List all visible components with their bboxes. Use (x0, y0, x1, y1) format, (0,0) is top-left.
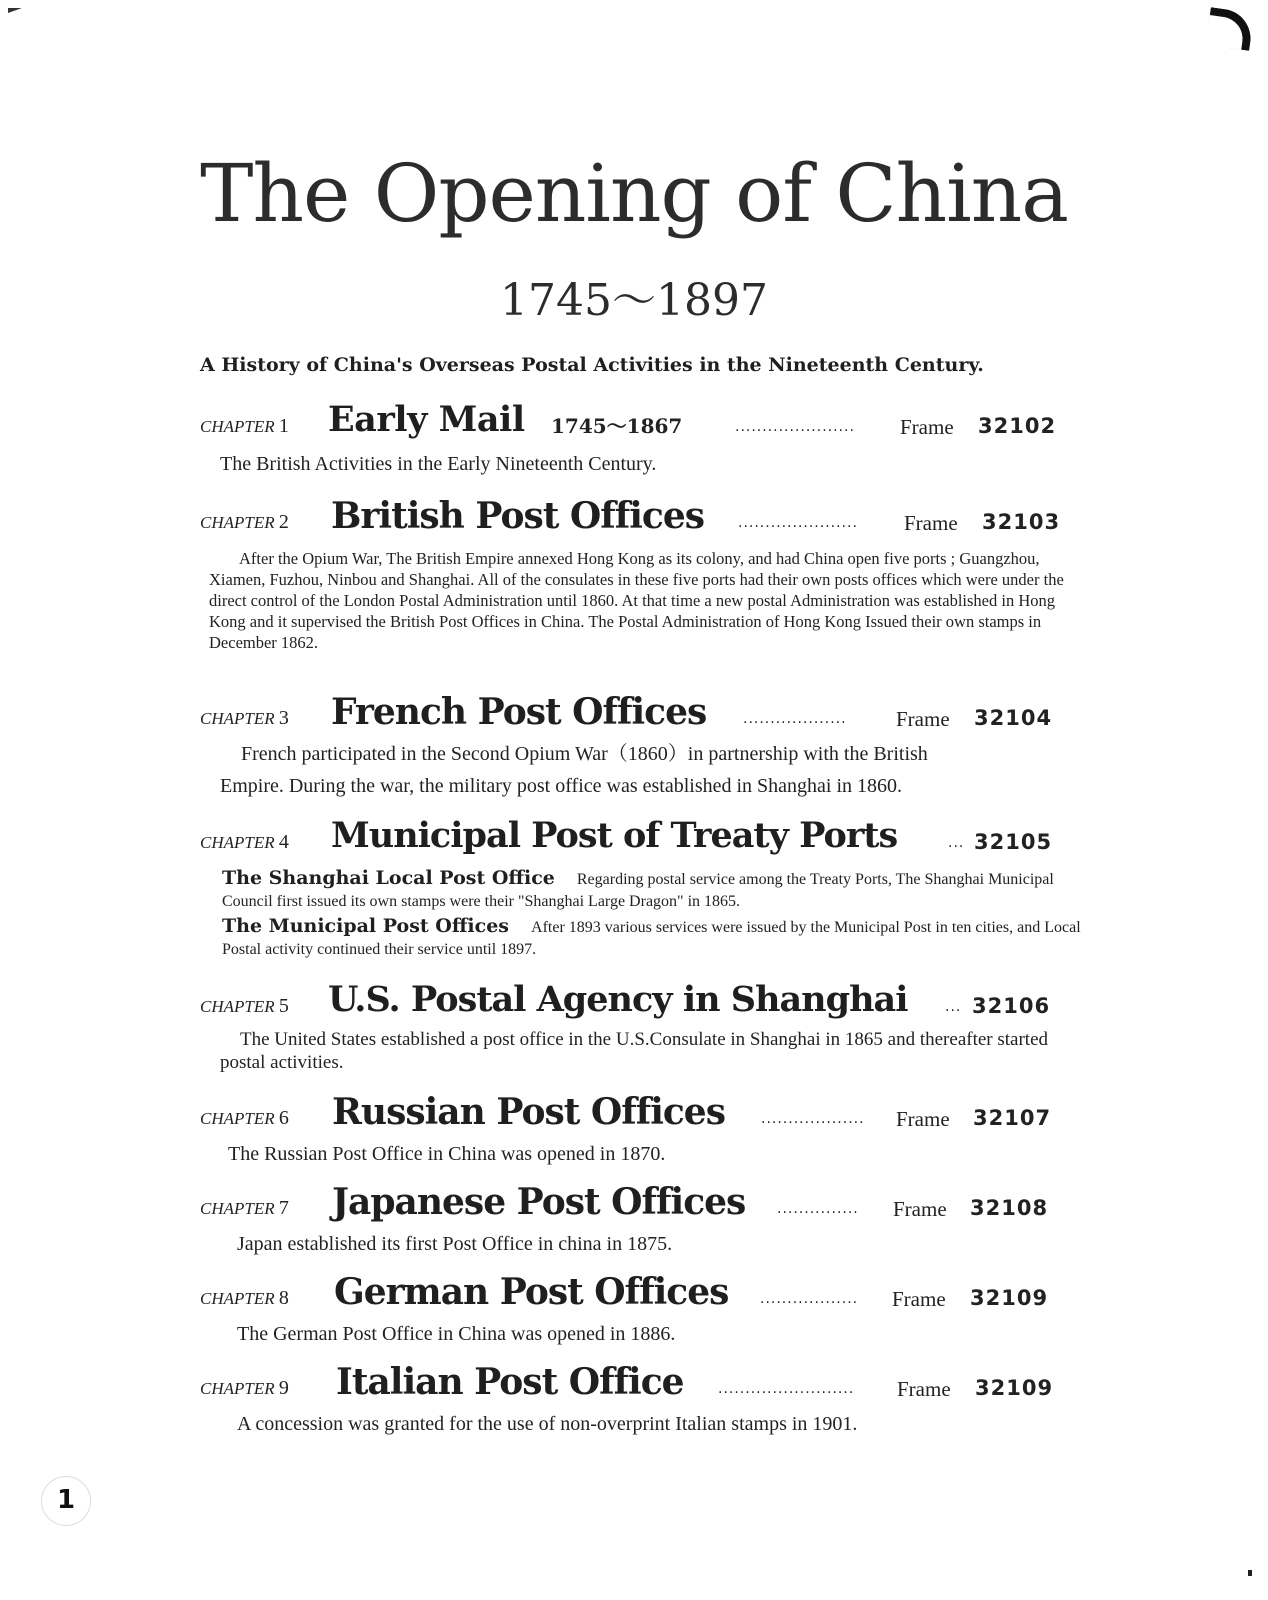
chapter-label (200, 1288, 289, 1309)
frame-number: 32104 (974, 706, 1053, 730)
chapter-description: The German Post Office in China was opened in 1886. (237, 1323, 676, 1345)
subsection-body: After 1893 various services were issued by the Municipal Post in ten cities, and Local Postal activity continued their service until 1897. (222, 919, 1081, 958)
frame-number: 32105 (974, 830, 1053, 854)
chapter-heading (200, 1090, 1080, 1140)
chapter-title: Russian Post Offices (332, 1091, 725, 1133)
chapter-label-text: CHAPTER (200, 1199, 275, 1218)
chapter-description: A concession was granted for the use of non-overprint Italian stamps in 1901. (237, 1413, 858, 1435)
chapter-heading (200, 690, 1080, 740)
chapter-number: 6 (278, 1107, 289, 1129)
chapter-label-text: CHAPTER (200, 709, 275, 728)
chapter-label-text: CHAPTER (200, 1379, 275, 1398)
chapter-number: 4 (278, 831, 289, 853)
chapter-title: Italian Post Office (336, 1361, 684, 1403)
frame-label: Frame (896, 707, 950, 731)
chapter-heading (200, 494, 1080, 544)
chapter-label (200, 708, 289, 729)
frame-label: Frame (904, 511, 958, 535)
dot-leader: ................... (761, 1111, 865, 1127)
dot-leader: ... (945, 999, 962, 1015)
chapter-label-text: CHAPTER (200, 997, 275, 1016)
chapter-heading (200, 978, 1080, 1028)
chapter-title: U.S. Postal Agency in Shanghai (328, 979, 908, 1020)
frame-number: 32109 (975, 1376, 1054, 1400)
scan-corner-mark (1206, 7, 1255, 51)
scan-corner-mark (1248, 1570, 1252, 1576)
chapter-title: Early Mail (328, 399, 525, 440)
chapter-number: 7 (278, 1197, 289, 1219)
page-title: The Opening of China (200, 147, 1068, 240)
chapter-number: 9 (278, 1377, 289, 1399)
page-number: 1 (41, 1476, 91, 1526)
chapter-title: Japanese Post Offices (332, 1181, 746, 1223)
chapter-heading (200, 1360, 1080, 1410)
page-years: 1745〜1897 (500, 275, 768, 326)
dot-leader: ................... (743, 711, 847, 727)
dot-leader: ...................... (738, 515, 858, 531)
dot-leader: ......................... (718, 1381, 855, 1397)
chapter-description: Japan established its first Post Office in china in 1875. (237, 1233, 673, 1255)
chapter-description: The Russian Post Office in China was opened in 1870. (228, 1143, 666, 1165)
chapter-title: British Post Offices (331, 495, 704, 537)
frame-label: Frame (897, 1377, 951, 1401)
chapter-label (200, 832, 289, 853)
frame-number: 32103 (982, 510, 1061, 534)
chapter-description: Empire. During the war, the military post office was established in Shanghai in 1860. (220, 775, 903, 797)
chapter-label (200, 1108, 289, 1129)
chapter-label (200, 1378, 289, 1399)
frame-number: 32108 (970, 1196, 1049, 1220)
frame-label: Frame (896, 1107, 950, 1131)
chapter-description: After the Opium War, The British Empire annexed Hong Kong as its colony, and had China open five ports ; Guangzhou, Xiamen, Fuzhou, Ninbou and Shanghai. All of the consulates in these five ports had their own posts offices which were under the direct control of the London Postal Administration until 1860. At that time a new postal Administration was established in Hong Kong and it supervised the British Post Offices in China. The Postal Administration of Hong Kong Issued their own stamps in December 1862. (209, 549, 1064, 652)
frame-number: 32109 (970, 1286, 1049, 1310)
chapter-label-text: CHAPTER (200, 1289, 275, 1308)
chapter-heading (200, 814, 1080, 864)
dot-leader: ............... (777, 1201, 859, 1217)
chapter-label (200, 996, 289, 1017)
chapter-number: 5 (278, 995, 289, 1017)
subsection-heading: The Municipal Post Offices (222, 915, 510, 937)
frame-number: 32106 (972, 994, 1051, 1018)
chapter-label-text: CHAPTER (200, 417, 275, 436)
chapter-description: The British Activities in the Early Nineteenth Century. (220, 453, 657, 475)
dot-leader: ... (948, 835, 965, 851)
chapter-number: 3 (278, 707, 289, 729)
chapter-title: German Post Offices (334, 1271, 729, 1313)
chapter-number: 8 (278, 1287, 289, 1309)
chapter-description: French participated in the Second Opium War（1860）in partnership with the British (241, 743, 928, 765)
dot-leader: ...................... (735, 419, 855, 435)
chapter-label-text: CHAPTER (200, 1109, 275, 1128)
chapter-label-text: CHAPTER (200, 833, 275, 852)
frame-label: Frame (893, 1197, 947, 1221)
chapter-label (200, 416, 289, 437)
chapter-subsection (222, 916, 1092, 960)
frame-number: 32102 (978, 414, 1057, 438)
subsection-body: Regarding postal service among the Treaty Ports, The Shanghai Municipal Council first issued its own stamps were their "Shanghai Large Dragon" in 1865. (222, 871, 1054, 910)
frame-number: 32107 (973, 1106, 1052, 1130)
chapter-title: Municipal Post of Treaty Ports (331, 815, 898, 856)
dot-leader: .................. (760, 1291, 859, 1307)
frame-label: Frame (900, 415, 954, 439)
page-subtitle: A History of China's Overseas Postal Activities in the Nineteenth Century. (200, 354, 984, 376)
subsection-heading: The Shanghai Local Post Office (222, 867, 555, 889)
chapter-heading (200, 1180, 1080, 1230)
chapter-subsection (222, 868, 1092, 912)
chapter-years: 1745〜1867 (551, 414, 683, 438)
chapter-label (200, 1198, 289, 1219)
frame-label: Frame (892, 1287, 946, 1311)
chapter-label-text: CHAPTER (200, 513, 275, 532)
chapter-title: French Post Offices (331, 691, 707, 733)
chapter-heading (200, 398, 1080, 448)
chapter-number: 2 (278, 511, 289, 533)
chapter-label (200, 512, 289, 533)
scan-corner-mark (8, 8, 22, 13)
chapter-heading (200, 1270, 1080, 1320)
chapter-number: 1 (278, 415, 289, 437)
chapter-description: The United States established a post office in the U.S.Consulate in Shanghai in 1865 and thereafter started postal activities. (220, 1029, 1049, 1073)
